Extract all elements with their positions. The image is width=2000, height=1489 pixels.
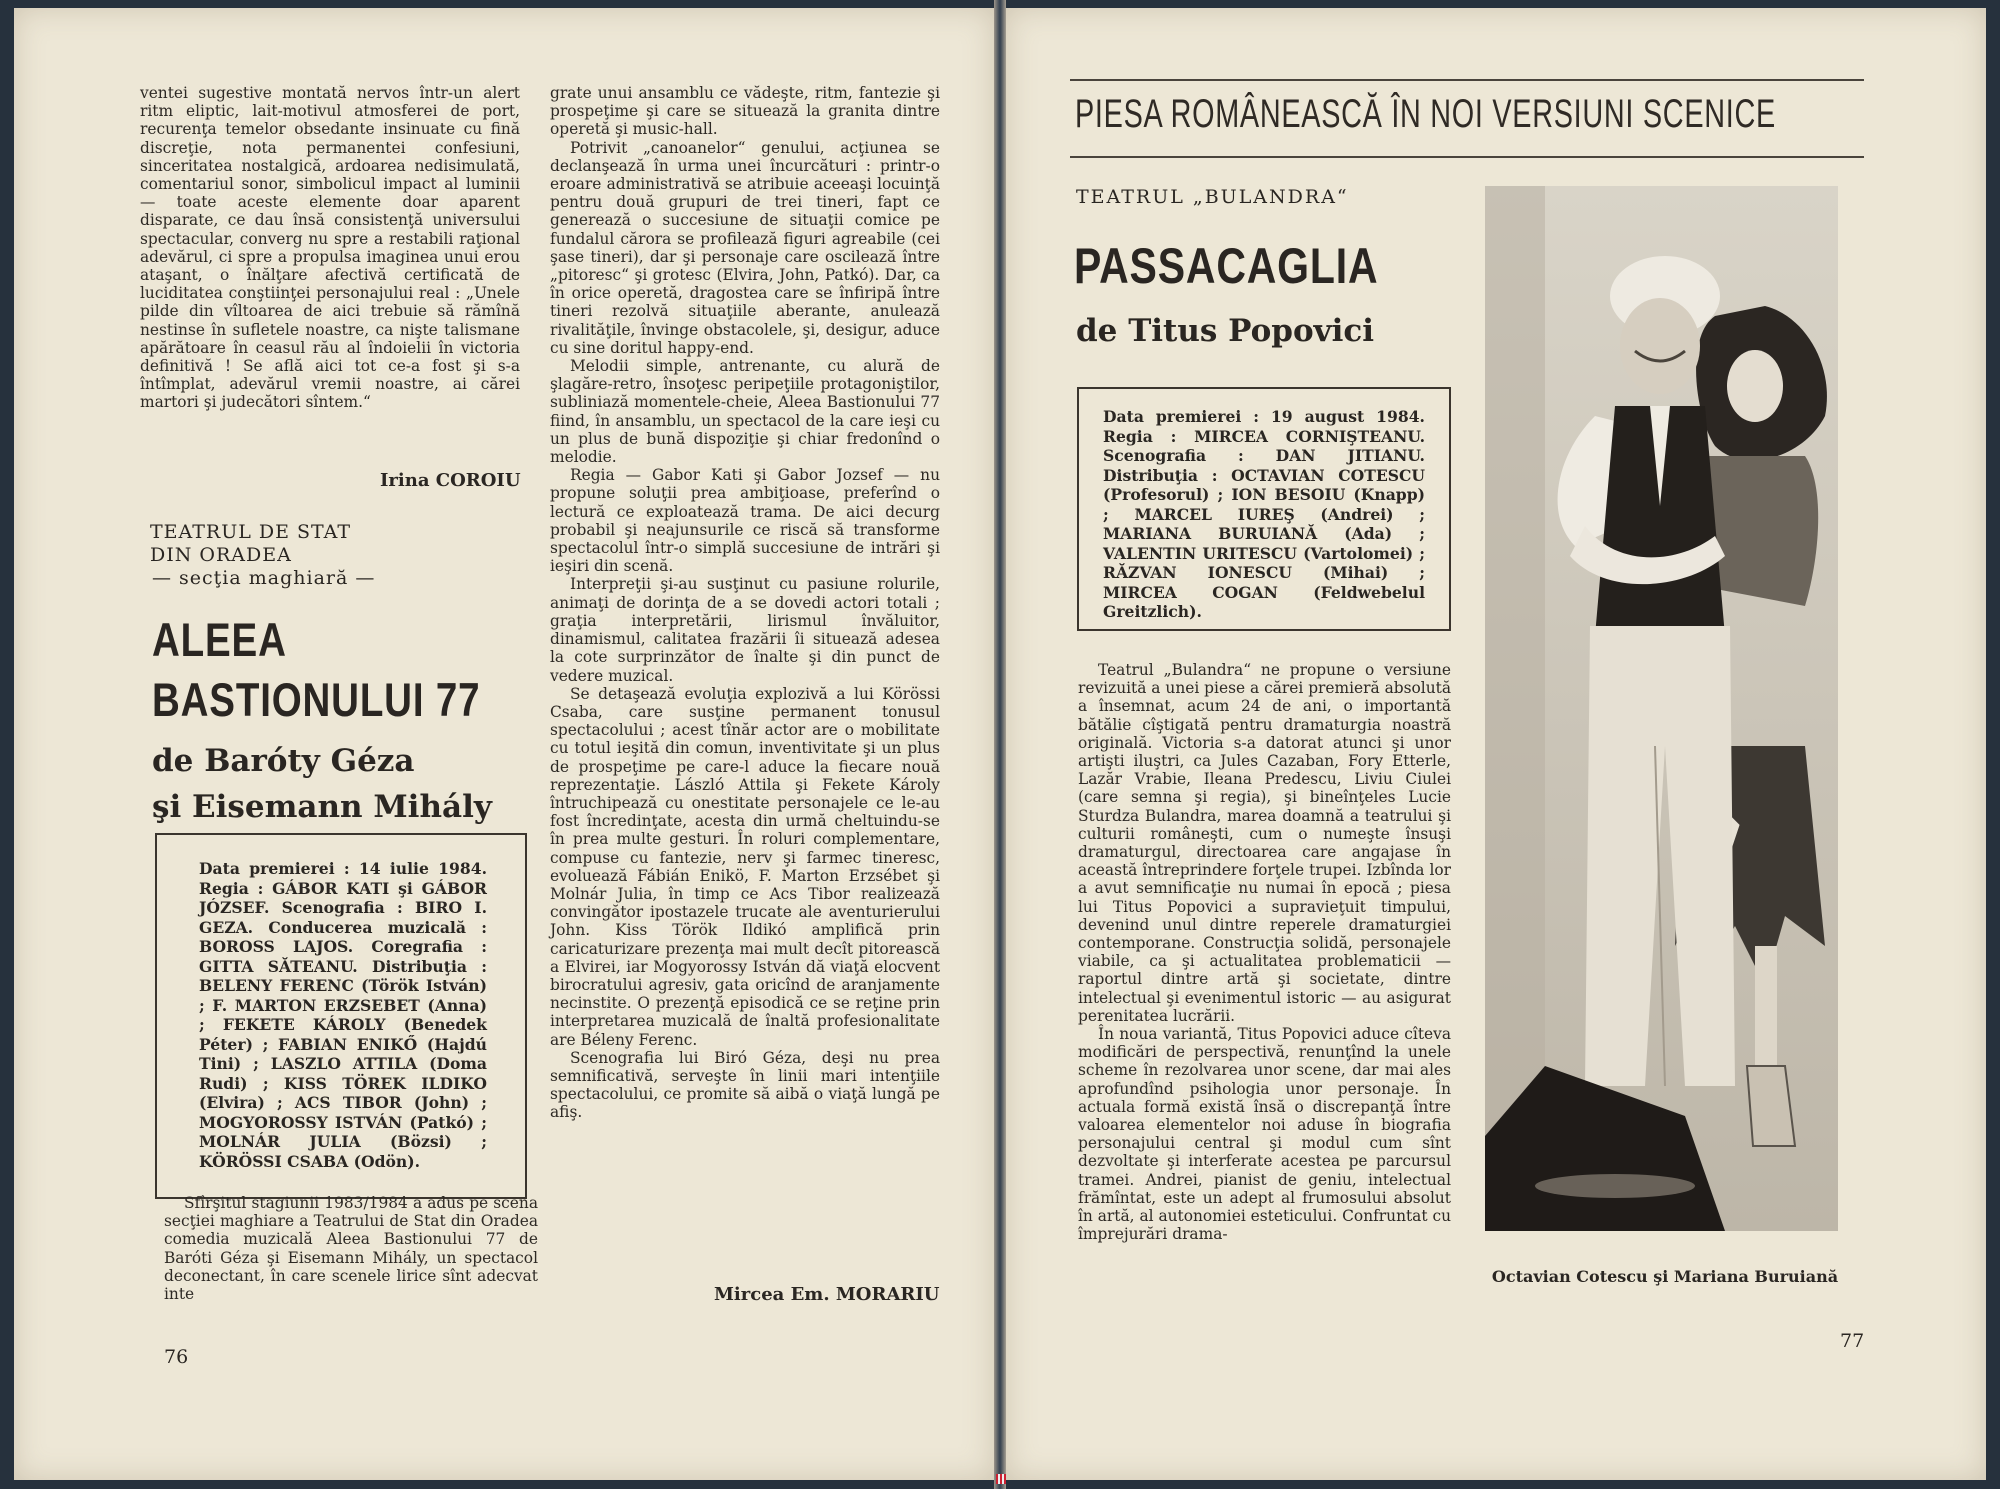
- stage-photo-image: [1485, 186, 1838, 1231]
- header-rule-top: [1070, 79, 1864, 81]
- col2-paragraph: Regia — Gabor Kati şi Gabor Jozsef — nu propune soluţii prea ambiţioase, preferînd o lectură ce exploatează trama. De aici decurg probabil şi neajunsurile ce riscă să transforme spectacolul într-o simplă succesiune de intrări şi ieşiri din scenă.: [550, 466, 940, 576]
- theatre-line: DIN ORADEA: [150, 544, 292, 566]
- signature-mircea-morariu: Mircea Em. MORARIU: [714, 1284, 940, 1305]
- book-gutter: [994, 0, 1006, 1489]
- theatre-bulandra: TEATRUL „BULANDRA“: [1076, 186, 1349, 208]
- photo-caption: Octavian Cotescu şi Mariana Buruiană: [1491, 1267, 1839, 1286]
- col2-paragraph: Interpreţii şi-au susţinut cu pasiune rolurile, animaţi de dorinţa de a se dovedi actori totali ; graţia interpretării, lirismul învăluitor, dinamismul, calitatea frazării îi situează adesea la cote surprinzător de înalte şi din punct de vedere muzical.: [550, 575, 940, 685]
- author-left: [152, 738, 492, 830]
- credits-box-left: [155, 833, 527, 1199]
- credits-box-right: [1077, 387, 1451, 631]
- title-line: ALEEA: [152, 613, 287, 666]
- col2-paragraph: Scenografia lui Biró Géza, deşi nu prea semnificativă, serveşte în linii mari intenţiile spectacolului, ce promite să aibă o viaţă lungă pe afiş.: [550, 1048, 940, 1122]
- binding-thread: [996, 1474, 1006, 1484]
- right-body: [1078, 661, 1451, 1244]
- title-aleea-bastionului: [152, 612, 480, 728]
- signature-irina-coroiu: Irina COROIU: [380, 470, 521, 491]
- intro-paragraph: ventei sugestive montată nervos într-un alert ritm eliptic, lait-motivul atmosferei de port, recurenţa temelor obsedante insinuate cu fină discreţie, nota permanentei confesiuni, sinceritatea nostalgică, ardoarea nedisimulată, comentariul sonor, simbolicul impact al luminii — toate aceste elemente doar aparent disparate, ce dau însă consistenţă universului spectacular, converg nu spre a restabili raţional adevărul, ci spre a propulsa imaginea unui erou ataşant, o înălţare afectivă certificată de luciditatea conştiinţei personajului real : „Unele pilde din vîltoarea de aici trebuie să rămînă nestinse în sufletele noastre, ca nişte talismane apărătoare în ceasul rău al îndoielii în victoria definitivă ! Se află aici tot ce-a fost şi s-a întîmplat, adevărul vremii noastre, ai cărei martori şi judecători sîntem.“: [140, 84, 520, 412]
- col2-paragraph: grate unui ansamblu ce vădeşte, ritm, fantezie şi prospeţime şi care se situează la granita dintre operetă şi music-hall.: [550, 84, 940, 139]
- author-right: de Titus Popovici: [1076, 313, 1375, 349]
- col2-paragraph: Melodii simple, antrenante, cu alură de şlagăre-retro, însoţesc peripeţiile protagoniştilor, subliniază momentele-cheie, Aleea Bastionului 77 fiind, în ansamblu, un spectacol de la care ieşi cu un plus de bună dispoziţie şi chiar fredonînd o melodie.: [550, 357, 940, 467]
- left-col1-review: [164, 1194, 538, 1303]
- body-paragraph: Teatrul „Bulandra“ ne propune o versiune revizuită a unei piese a cărei premieră absolută a însemnat, acum 24 de ani, o importantă bătălie cîştigată pentru dramaturgia noastră originală. Victoria s-a datorat atunci şi unor artişti iluştri, ca Jules Cazaban, Fory Etterle, Lazăr Vrabie, Ileana Predescu, Liviu Ciulei (care semna şi regia), şi bineînţeles Lucie Sturdza Bulandra, marea doamnă a teatrului şi culturii româneşti, cum o numeşte însuşi dramaturgul, directoarea care angajase în această întreprindere forţele trupei. Izbînda lor a avut semnificaţie nu numai în epocă ; piesa lui Titus Popovici a supravieţuit timpului, devenind unul dintre reperele dramaturgiei contemporane. Construcţia solidă, personajele viabile, ca şi actualitatea problematicii — raportul dintre artă şi societate, dintre intelectual şi evenimentul istoric — au asigurat perenitatea lucrării.: [1078, 661, 1451, 1025]
- theatre-oradea: [150, 521, 375, 590]
- author-line: de Baróty Géza: [152, 743, 415, 779]
- left-col2: [550, 84, 940, 1122]
- credits-text: Data premierei : 14 iulie 1984. Regia : GÁBOR KATI şi GÁBOR JÓZSEF. Scenografia : BIRO I. GEZA. Conducerea muzicală : BOROSS LAJOS. Coregrafia : GITTA SĂTEANU. Distribuţia : BELENY FERENC (Török István) ; F. MARTON ERZSEBET (Anna) ; FEKETE KÁROLY (Benedek Péter) ; FABIAN ENIKŐ (Hajdú Tini) ; LASZLO ATTILA (Doma Rudi) ; KISS TÖREK ILDIKO (Elvira) ; ACS TIBOR (John) ; MOGYOROSSY ISTVÁN (Patkó) ; MOLNÁR JULIA (Bözsi) ; KÖRÖSSI CSABA (Odön).: [199, 859, 487, 1171]
- author-line: şi Eisemann Mihály: [152, 789, 492, 825]
- col2-paragraph: Se detaşează evoluţia explozivă a lui Körössi Csaba, care susţine permanent tonusul spectacolului ; acest tînăr actor are o mobilitate cu totul ieşită din comun, inventivitate şi un plus de prospeţime pe care-l aduce la fiecare nouă reprezentaţie. László Attila şi Fekete Károly întruchipează cu onestitate personajele ce le-au fost încredinţate, acesta din urmă cheltuindu-se în prea multe gesturi. În roluri complementare, compuse cu fantezie, nerv şi farmec tineresc, evoluează Fábián Enikö, F. Marton Erzsébet şi Molnár Julia, în timp ce Acs Tibor realizează convingător ipostazele trucate ale aventurierului John. Kiss Török Ildikó amplifică prin caricaturizare prezenţa mai mult decît pitorească a Elvirei, iar Mogyorossy István dă viaţă elocvent birocratului agresiv, gata oricînd de aranjamente necinstite. O prezenţă episodică ce se reţine prin interpretarea muzicală de înaltă profesionalitate are Béleny Ferenc.: [550, 684, 940, 1049]
- body-paragraph: În noua variantă, Titus Popovici aduce cîteva modificări de perspectivă, renunţînd la unele scheme în rezolvarea unor scene, dar mai ales aprofundînd psihologia unor personaje. În actuala formă există însă o discrepanţă între valoarea elementelor noi aduse în biografia personajului central şi modul cum sînt dezvoltate şi interferate acestea pe parcursul tramei. Andrei, pianist de geniu, intelectual frămîntat, este un adept al frumosului absolut în artă, al autonomiei esteticului. Confruntat cu împrejurări drama-: [1078, 1025, 1451, 1244]
- title-line: BASTIONULUI 77: [152, 673, 481, 726]
- theatre-line: TEATRUL DE STAT: [150, 521, 352, 543]
- page-number-76: 76: [164, 1346, 189, 1368]
- title-passacaglia: PASSACAGLIA: [1074, 238, 1379, 294]
- section-header: PIESA ROMÂNEASCĂ ÎN NOI VERSIUNI SCENICE: [1075, 92, 1776, 136]
- theatre-line: — secţia maghiară —: [152, 567, 376, 589]
- review-start-paragraph: Sfîrşitul stagiunii 1983/1984 a adus pe scena secţiei maghiare a Teatrului de Stat din Oradea comedia muzicală Aleea Bastionului 77 de Baróti Géza şi Eisemann Mihály, un spectacol deconectant, în care scenele lirice sînt adecvat inte: [164, 1194, 538, 1304]
- stage-photo: [1485, 186, 1838, 1231]
- credits-text: Data premierei : 19 august 1984. Regia : MIRCEA CORNIŞTEANU. Scenografia : DAN JITIANU. Distribuţia : OCTAVIAN COTESCU (Profesorul) ; ION BESOIU (Knapp) ; MARCEL IUREŞ (Andrei) ; MARIANA BURUIANĂ (Ada) ; VALENTIN URITESCU (Vartolomei) ; RĂZVAN IONESCU (Mihai) ; MIRCEA COGAN (Feldwebelul Greitzlich).: [1103, 407, 1425, 621]
- left-col1-intro: [140, 84, 520, 412]
- col2-paragraph: Potrivit „canoanelor“ genului, acţiunea se declanşează în urma unei încurcături : printr-o eroare administrativă se atribuie aceeaşi locuinţă pentru două grupuri de trei tineri, fapt ce generează o succesiune de situaţii comice pe fundalul cărora se profilează figuri agreabile (cei şase tineri), dar şi personaje care oscilează între „pitoresc“ şi grotesc (Elvira, John, Patkó). Dar, ca în orice operetă, dragostea care se înfiripă între tineri rezolvă situaţiile aberante, anulează rivalităţile, învinge obstacolele, şi, desigur, aduce cu sine doritul happy-end.: [550, 138, 940, 357]
- page-number-77: 77: [1840, 1330, 1865, 1352]
- header-rule-bottom: [1070, 156, 1864, 158]
